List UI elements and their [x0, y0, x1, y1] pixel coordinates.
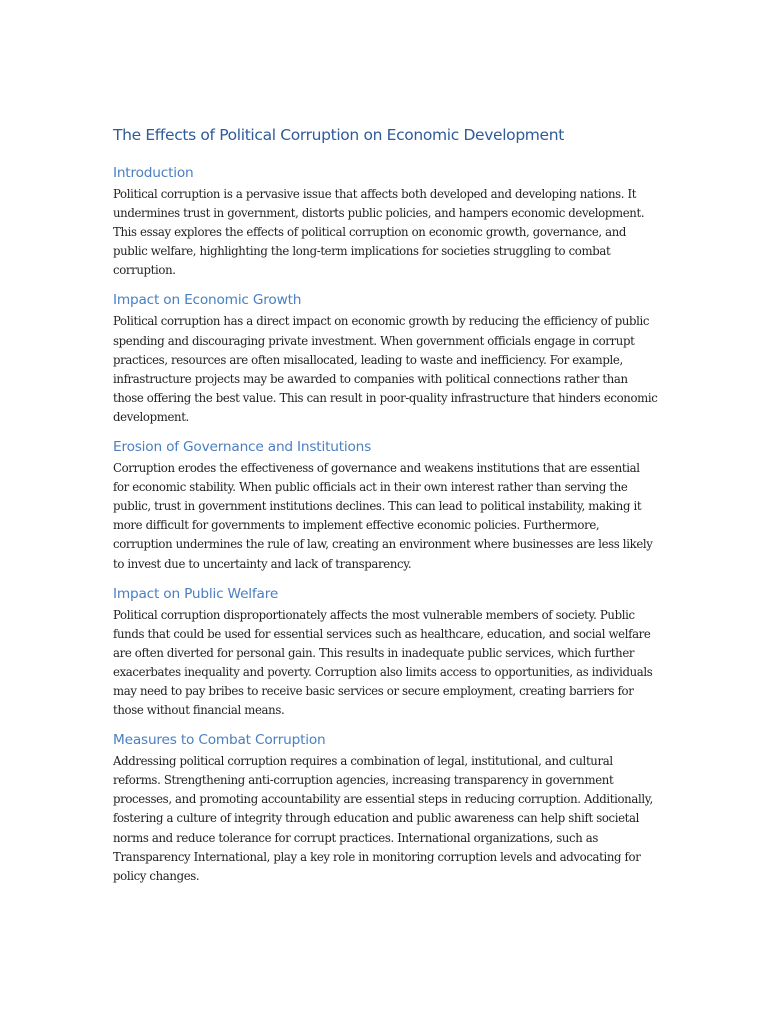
heading-public-welfare: Impact on Public Welfare	[113, 585, 279, 602]
paragraph-public-welfare: Political corruption disproportionately affects the most vulnerable members of society. Public funds that could be used for essential services such as healthcare, education, and social welfare are often diverted for personal gain. This results in inadequate public services, which further exacerbates inequality and poverty. Corruption also limits access to opportunities, as individuals may need to pay bribes to receive basic services or secure employment, creating barriers for those without financial means.	[113, 607, 653, 718]
heading-economic-growth: Impact on Economic Growth	[113, 292, 302, 309]
heading-introduction: Introduction	[113, 165, 194, 181]
paragraph-economic-growth: Political corruption has a direct impact on economic growth by reducing the efficiency of public spending and discouraging private investment. When government officials engage in corrupt practices, resources are often misallocated, leading to waste and inefficiency. For example, infrastructure projects may be awarded to companies with political connections rather than those offering the best value. This can result in poor-quality infrastructure that hinders economic development.	[113, 314, 658, 424]
paragraph-governance: Corruption erodes the effectiveness of governance and weakens institutions that are essential for economic stability. When public officials act in their own interest rather than serving the public, trust in government institutions declines. This can lead to political instability, making it more difficult for governments to implement effective economic policies. Furthermore, corruption undermines the rule of law, creating an environment where businesses are less likely to invest due to uncertainty and lack of transparency.	[113, 461, 653, 571]
paragraph-combat-corruption: Addressing political corruption requires a combination of legal, institutional, and cultural reforms. Strengthening anti-corruption agencies, increasing transparency in government processes, and promoting accountability are essential steps in reducing corruption. Additionally, fostering a culture of integrity through education and public awareness can help shift societal norms and reduce tolerance for corrupt practices. International organizations, such as Transparency International, play a key role in monitoring corruption levels and advocating for policy changes.	[113, 754, 653, 883]
document-page	[113, 122, 658, 895]
document-title: The Effects of Political Corruption on Economic Development	[113, 126, 564, 144]
paragraph-introduction: Political corruption is a pervasive issue that affects both developed and developing nations. It undermines trust in government, distorts public policies, and hampers economic development. This essay explores the effects of political corruption on economic growth, governance, and public welfare, highlighting the long-term implications for societies struggling to combat corruption.	[113, 187, 645, 278]
heading-combat-corruption: Measures to Combat Corruption	[113, 732, 326, 749]
heading-governance: Erosion of Governance and Institutions	[113, 439, 372, 456]
